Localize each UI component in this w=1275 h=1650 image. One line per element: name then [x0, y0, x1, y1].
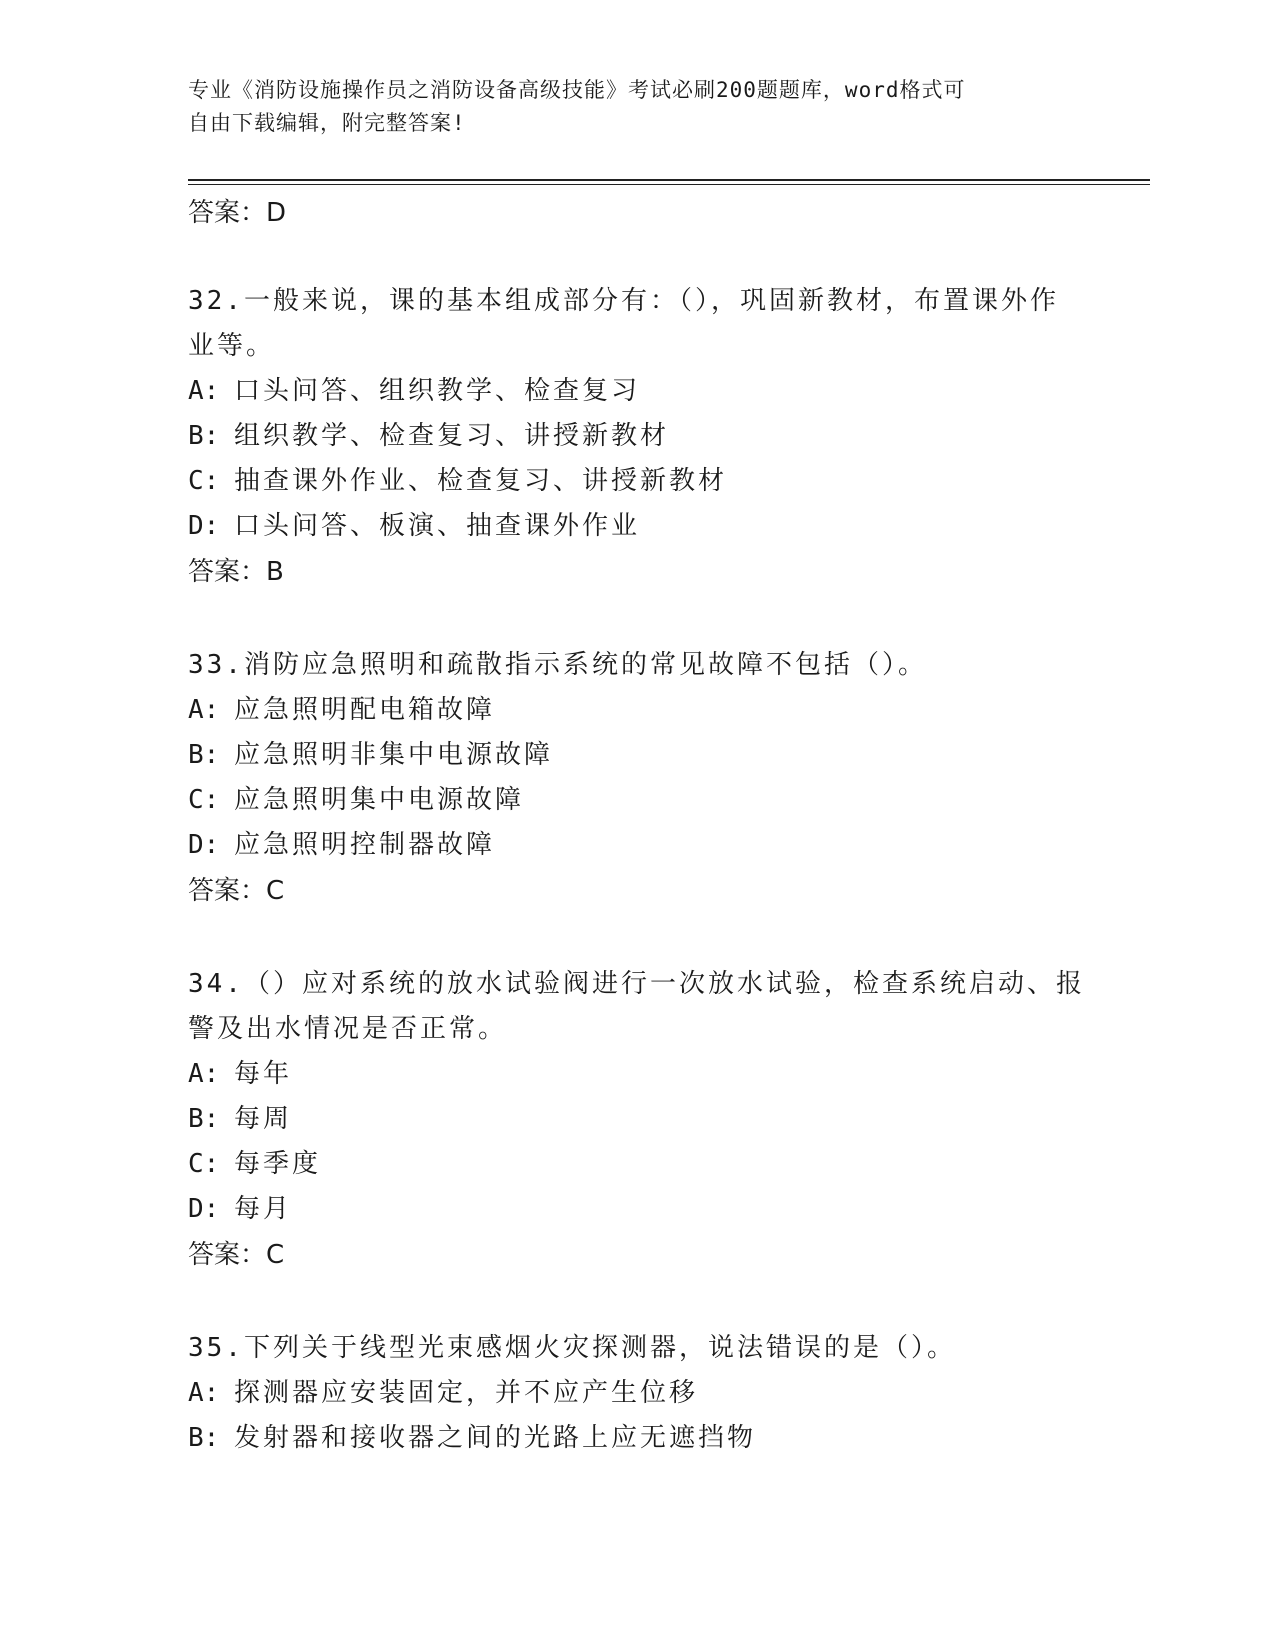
header-line: 自由下载编辑，附完整答案! — [188, 111, 466, 135]
header-line: 专业《消防设施操作员之消防设备高级技能》考试必刷200题题库，word格式可 — [188, 78, 966, 102]
option-text: 组织教学、检查复习、讲授新教材 — [234, 421, 670, 451]
option-letter: B: — [188, 1423, 220, 1453]
option-text: 应急照明控制器故障 — [234, 830, 496, 860]
answer-line: 答案：B — [188, 557, 284, 587]
question-stem: 35.下列关于线型光束感烟火灾探测器，说法错误的是（）。 — [188, 1333, 956, 1363]
option-c — [188, 1142, 1088, 1187]
option-text: 每周 — [234, 1104, 293, 1134]
question-item — [188, 643, 1088, 914]
option-text: 每年 — [234, 1059, 293, 1089]
option-text: 抽查课外作业、检查复习、讲授新教材 — [234, 466, 728, 496]
question-item — [188, 279, 1088, 595]
option-letter: C: — [188, 1149, 220, 1179]
question-stem: 34.（）应对系统的放水试验阀进行一次放水试验，检查系统启动、报 — [188, 969, 1085, 999]
option-a — [188, 369, 1088, 414]
option-text: 每季度 — [234, 1149, 322, 1179]
option-text: 探测器应安装固定，并不应产生位移 — [234, 1378, 699, 1408]
answer-line: 答案：D — [188, 198, 287, 228]
option-letter: B: — [188, 421, 220, 451]
question-item — [188, 962, 1088, 1278]
option-c — [188, 778, 1088, 823]
option-text: 口头问答、组织教学、检查复习 — [234, 376, 641, 406]
option-letter: C: — [188, 466, 220, 496]
option-letter: D: — [188, 830, 220, 860]
option-text: 发射器和接收器之间的光路上应无遮挡物 — [234, 1423, 757, 1453]
option-text: 应急照明配电箱故障 — [234, 695, 496, 725]
question-stem: 32.一般来说，课的基本组成部分有：（），巩固新教材，布置课外作 — [188, 286, 1059, 316]
option-letter: A: — [188, 1059, 220, 1089]
option-text: 口头问答、板演、抽查课外作业 — [234, 511, 641, 541]
option-a — [188, 1052, 1088, 1097]
question-list — [188, 190, 1088, 1461]
option-letter: A: — [188, 376, 220, 406]
question-stem: 业等。 — [188, 331, 276, 361]
question-item — [188, 1326, 1088, 1461]
option-letter: B: — [188, 1104, 220, 1134]
option-b — [188, 733, 1088, 778]
option-a — [188, 1371, 1088, 1416]
document-header — [188, 74, 1088, 140]
option-letter: D: — [188, 1194, 220, 1224]
option-d — [188, 504, 1088, 549]
option-letter: A: — [188, 695, 220, 725]
answer-line: 答案：C — [188, 876, 285, 906]
option-c — [188, 459, 1088, 504]
option-d — [188, 1187, 1088, 1232]
option-b — [188, 1416, 1088, 1461]
header-divider — [188, 179, 1150, 181]
option-letter: C: — [188, 785, 220, 815]
option-text: 应急照明非集中电源故障 — [234, 740, 554, 770]
question-stem: 33.消防应急照明和疏散指示系统的常见故障不包括（）。 — [188, 650, 927, 680]
question-stem: 警及出水情况是否正常。 — [188, 1014, 508, 1044]
header-divider-thin — [188, 184, 1150, 185]
option-text: 应急照明集中电源故障 — [234, 785, 525, 815]
option-b — [188, 414, 1088, 459]
option-letter: D: — [188, 511, 220, 541]
option-d — [188, 823, 1088, 868]
option-text: 每月 — [234, 1194, 293, 1224]
option-letter: B: — [188, 740, 220, 770]
option-b — [188, 1097, 1088, 1142]
answer-line: 答案：C — [188, 1240, 285, 1270]
option-letter: A: — [188, 1378, 220, 1408]
option-a — [188, 688, 1088, 733]
